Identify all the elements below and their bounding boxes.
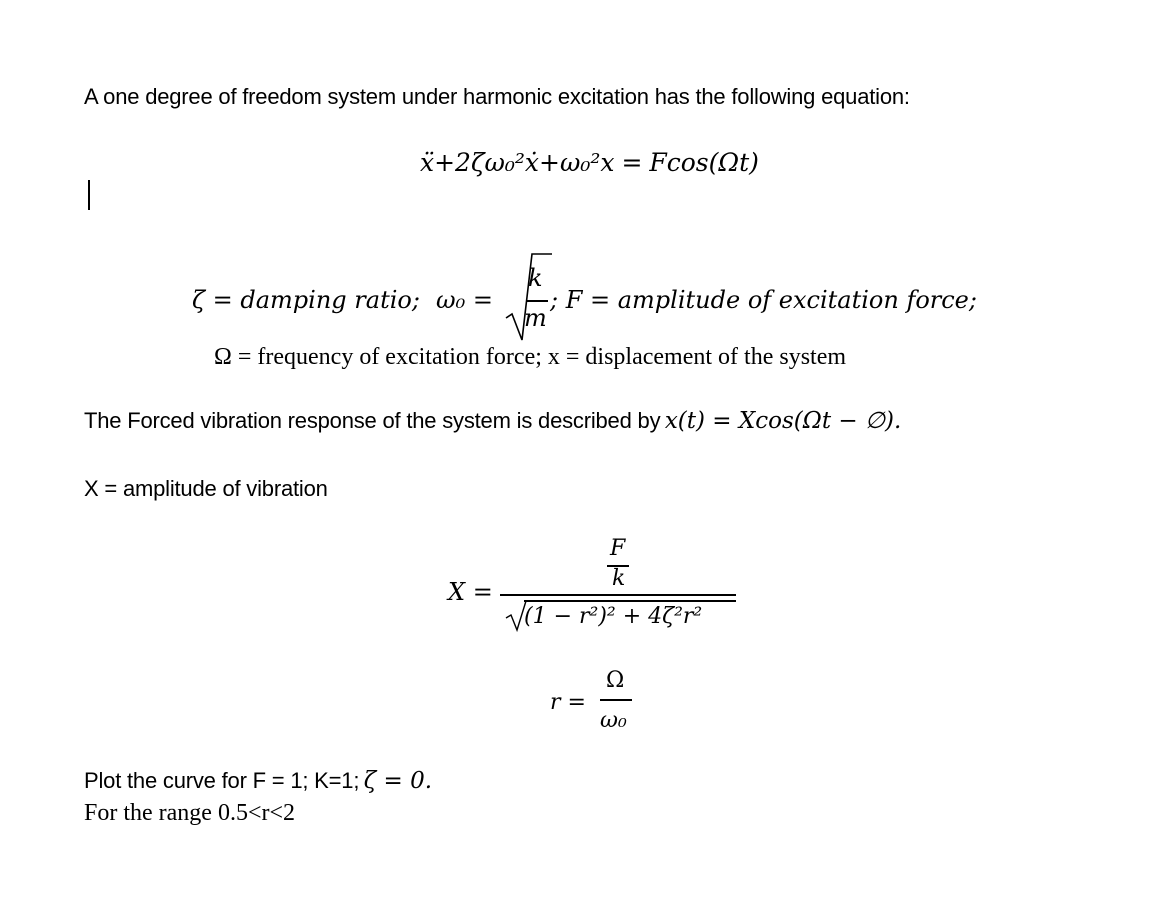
task-line-2: For the range 0.5<r<2	[84, 800, 296, 826]
response-formula: x(t) = Xcos(Ωt − ∅).	[664, 408, 902, 434]
ratio-denominator: ω₀	[600, 708, 627, 733]
equation-lhs: ẍ+2ζω₀²ẋ+ω₀²x	[420, 148, 615, 177]
amplitude-num-bottom: k	[612, 566, 626, 591]
omega-definition-text: Ω = frequency of excitation force;	[214, 344, 542, 370]
x-definition-text: x = displacement of the system	[547, 344, 847, 370]
task-line-1-math: ζ = 0.	[363, 768, 433, 794]
ratio-fraction-line	[600, 699, 632, 701]
amplitude-denominator: (1 − r²)² + 4ζ²r²	[524, 604, 703, 629]
ratio-lhs: r =	[550, 690, 586, 715]
sqrt-fraction-line	[526, 300, 548, 302]
amplitude-lhs: X =	[448, 578, 493, 606]
response-line	[84, 408, 901, 434]
main-equation	[420, 148, 759, 178]
amplitude-definition: X = amplitude of vibration	[84, 476, 328, 501]
main-fraction-line	[500, 594, 736, 596]
text-cursor	[88, 180, 90, 210]
omega-definition	[214, 344, 846, 371]
amplitude-num-top: F	[610, 536, 626, 561]
response-text: The Forced vibration response of the system is described by	[84, 408, 661, 433]
task-line-1	[84, 768, 432, 794]
zeta-definition: ζ = damping ratio;	[192, 286, 420, 314]
task-line-1-text: Plot the curve for F = 1; K=1;	[84, 768, 360, 793]
sqrt-denominator: m	[524, 304, 547, 332]
intro-text: A one degree of freedom system under harmonic excitation has the following equation:	[84, 84, 910, 109]
sqrt-numerator: k	[528, 264, 543, 292]
force-definition: ; F = amplitude of excitation force;	[550, 286, 977, 314]
omega0-label: ω₀ =	[436, 286, 493, 314]
denominator-sqrt-bar	[524, 600, 736, 602]
equation-equals: =	[621, 148, 643, 177]
ratio-numerator: Ω	[606, 668, 625, 693]
equation-rhs: Fcos(Ωt)	[649, 148, 759, 177]
